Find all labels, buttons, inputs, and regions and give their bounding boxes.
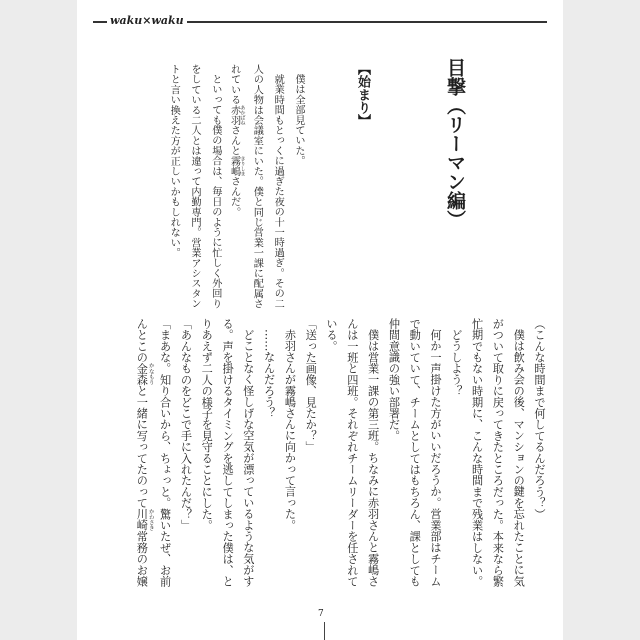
text-line: がついて取りに戻ってきたところだった。本来なら繁 [491, 318, 505, 587]
text-segment: と一緒に写ってたのって [135, 385, 149, 509]
ruby-name [228, 104, 246, 126]
text-line: ……なんだろう？ [262, 329, 276, 419]
ruby-base: 赤羽 [228, 104, 240, 126]
ruby-name [135, 508, 154, 531]
text-line [225, 64, 246, 314]
text-line: 「送った画像、見たか？」 [304, 318, 318, 453]
text-line: る。声を掛けるタイミングを逃してしまった僕は、と [221, 318, 235, 587]
text-line [133, 318, 154, 591]
text-line: 「まあな。知り合いから、ちょっと。驚いたぜ、お前 [158, 318, 172, 587]
lower-text-block [132, 318, 549, 591]
text-line: で動いていて、チームとしてはもちろん、課としても [408, 318, 422, 587]
text-segment: んとこの [135, 318, 149, 363]
text-line: 何か一声掛けた方がいいだろうか。営業部はチーム [429, 329, 443, 587]
text-line: りあえず二人の様子を見守ることにした。 [200, 318, 214, 531]
ruby-reading: きりしま [239, 155, 246, 177]
page-number: 7 [318, 609, 324, 619]
text-line: んは一班と四班。それぞれチームリーダーを任されて [345, 318, 359, 587]
ruby-base: 霧嶋 [228, 155, 240, 177]
text-line: どことなく怪しげな空気が漂っているような気がす [241, 329, 255, 587]
footer-rule [324, 622, 325, 640]
text-line: 就業時間もとっくに過ぎた夜の十一時過ぎ。その二 [272, 74, 284, 309]
text-line: 「あんなものをどこで手に入れたんだ？」 [179, 318, 193, 531]
upper-text-block [162, 64, 308, 314]
text-segment: れている [228, 64, 240, 105]
text-line: 仲間意識の強い部署だ。 [387, 318, 401, 442]
ruby-name [228, 155, 246, 177]
ruby-name [135, 362, 154, 386]
text-line: 忙期でもない時期に、こんな時間まで残業はしない。 [470, 318, 484, 587]
text-line: どうしよう？ [449, 329, 463, 397]
text-line: 人の人物は会議室にいた。僕と同じ営業一課に配属さ [251, 64, 263, 309]
text-line: （こんな時間まで何してるんだろう？） [533, 318, 546, 520]
text-line: 僕は全部見ていた。 [293, 74, 304, 166]
ruby-base: 川崎 [135, 508, 149, 531]
ruby-reading: かなもり [147, 362, 154, 386]
text-line: 僕は営業一課の第三班。ちなみに赤羽さんと霧嶋さ [366, 329, 380, 587]
text-segment: さんと [228, 125, 240, 156]
chapter-title: 目撃（リーマン編） [444, 58, 466, 229]
text-line: をしている二人とは違って内勤専門。営業アシスタン [189, 64, 201, 309]
text-line: いる。 [325, 318, 339, 352]
text-segment: さんだ。 [228, 176, 240, 218]
text-segment: 常務のお嬢 [135, 530, 149, 587]
ruby-base: 金森 [135, 362, 149, 386]
text-line: といっても僕の場合は、毎日のように忙しく外回り [209, 74, 221, 309]
section-heading: 【始まり】 [355, 62, 370, 127]
text-line: 僕は飲み会の後、マンションの鍵を忘れたことに気 [512, 329, 526, 587]
book-page [77, 0, 563, 640]
ruby-reading: かわさき [147, 508, 154, 531]
text-line: 赤羽さんが霧嶋さんに向かって言った。 [283, 329, 297, 531]
running-header: waku×waku [107, 14, 187, 28]
text-line: トと言い換えた方が正しいかもしれない。 [168, 64, 180, 258]
ruby-reading: あかばね [239, 104, 246, 126]
